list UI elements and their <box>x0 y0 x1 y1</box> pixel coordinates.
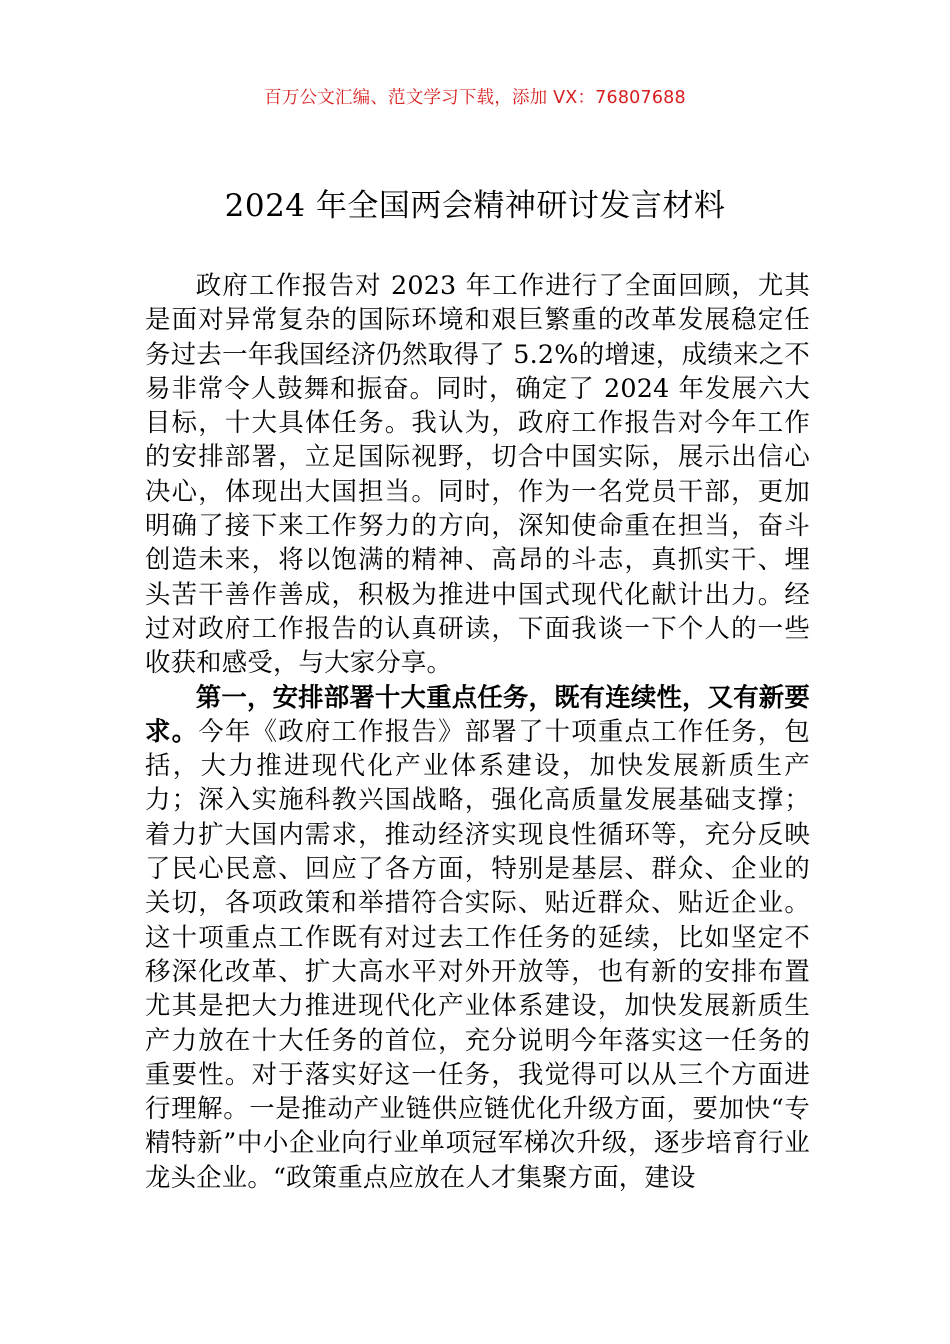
paragraph-first-point-text: 今年《政府工作报告》部署了十项重点工作任务，包括，大力推进现代化产业体系建设，加快发展新质生产力；深入实施科教兴国战略，强化高质量发展基础支撑；着力扩大国内需求，推动经济实现良性循环等，充分反映了民心民意、回应了各方面，特别是基层、群众、企业的关切，各项政策和举措符合实际、贴近群众、贴近企业。这十项重点工作既有对过去工作任务的延续，比如坚定不移深化改革、扩大高水平对外开放等，也有新的安排布置尤其是把大力推进现代化产业体系建设，加快发展新质生产力放在十大任务的首位，充分说明今年落实这一任务的重要性。对于落实好这一任务，我觉得可以从三个方面进行理解。一是推动产业链供应链优化升级方面，要加快“专精特新”中小企业向行业单项冠军梯次升级，逐步培育行业龙头企业。“政策重点应放在人才集聚方面，建设 <box>145 715 810 1192</box>
paragraph-intro-text: 政府工作报告对 2023 年工作进行了全面回顾，尤其是面对异常复杂的国际环境和艰巨繁重的改革发展稳定任务过去一年我国经济仍然取得了 5.2%的增速，成绩来之不易非常令人鼓舞和振奋。同时，确定了 2024 年发展六大目标，十大具体任务。我认为，政府工作报告对今年工作的安排部署，立足国际视野，切合中国实际，展示出信心决心，体现出大国担当。同时，作为一名党员干部，更加明确了接下来工作努力的方向，深知使命重在担当，奋斗创造未来，将以饱满的精神、高昂的斗志，真抓实干、埋头苦干善作善成，积极为推进中国式现代化献计出力。经过对政府工作报告的认真研读，下面我谈一下个人的一些收获和感受，与大家分享。 <box>145 270 810 678</box>
paragraph-first-point-lead: 第一，安排部署十大重点任务，既有连续性，又有新要求。 <box>145 681 810 746</box>
document-body <box>145 268 810 1194</box>
header-note: 百万公文汇编、范文学习下载，添加 VX：76807688 <box>264 88 686 108</box>
paragraph-intro <box>145 268 810 680</box>
document-title: 2024 年全国两会精神研讨发言材料 <box>224 188 726 224</box>
paragraph-first-point <box>145 680 810 1194</box>
